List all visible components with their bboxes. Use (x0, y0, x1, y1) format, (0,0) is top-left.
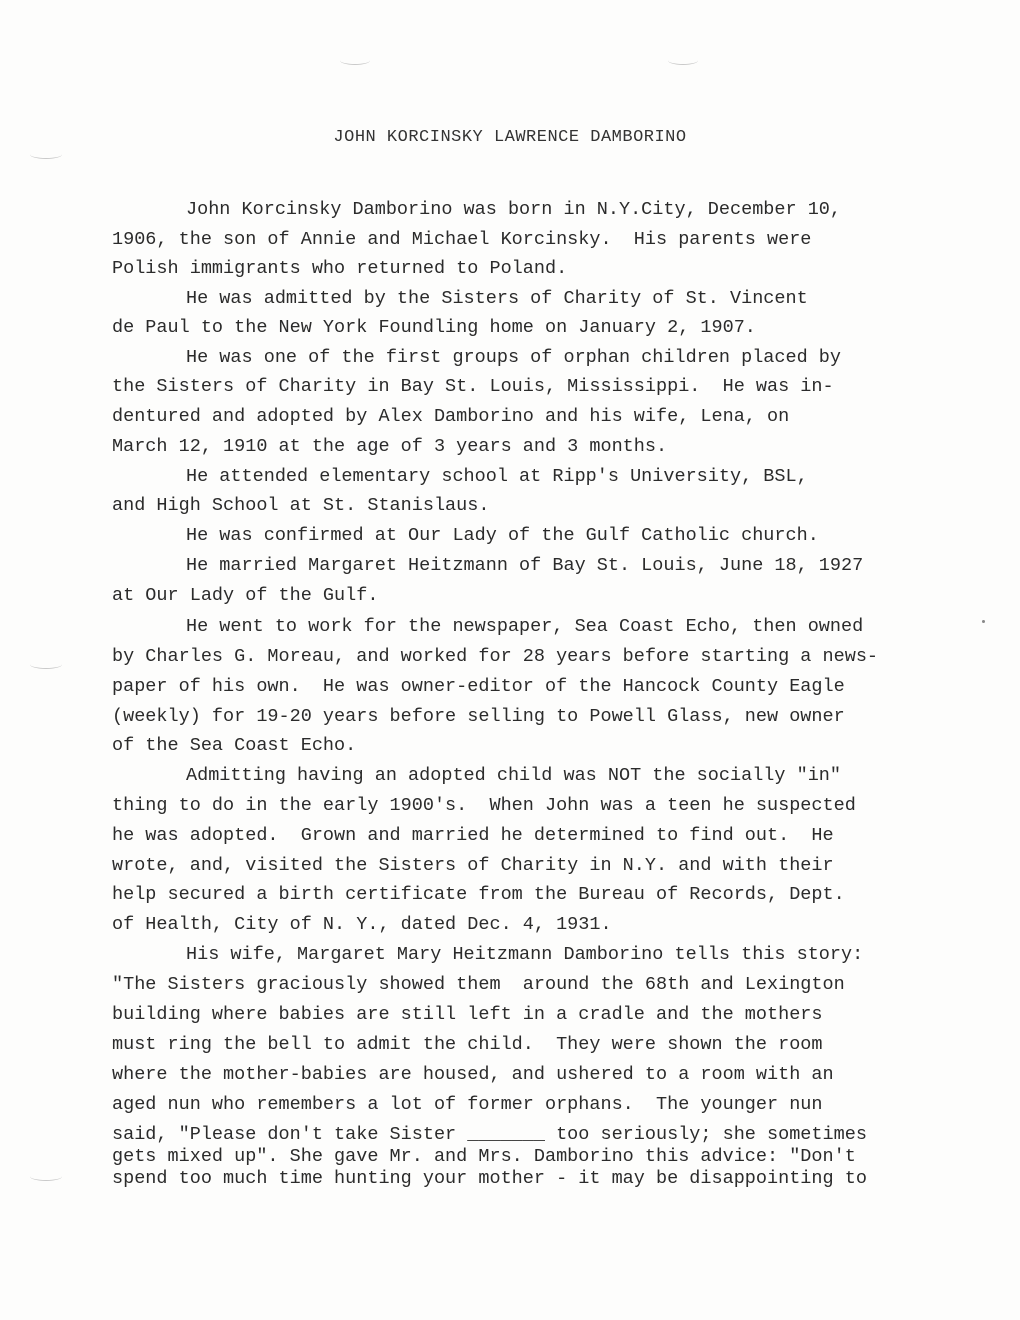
text-line: de Paul to the New York Foundling home on January 2, 1907. (112, 317, 756, 338)
text-line: dentured and adopted by Alex Damborino and his wife, Lena, on (112, 406, 790, 427)
text-line: paper of his own. He was owner-editor of the Hancock County Eagle (112, 676, 845, 697)
text-line: He attended elementary school at Ripp's University, BSL, (186, 466, 808, 487)
text-line: He was admitted by the Sisters of Charity of St. Vincent (186, 288, 808, 309)
document-title: JOHN KORCINSKY LAWRENCE DAMBORINO (333, 128, 687, 147)
text-line: the Sisters of Charity in Bay St. Louis, Mississippi. He was in- (112, 376, 834, 397)
text-line: and High School at St. Stanislaus. (112, 495, 490, 516)
text-line: building where babies are still left in a cradle and the mothers (112, 1004, 823, 1025)
text-line: thing to do in the early 1900's. When John was a teen he suspected (112, 795, 856, 816)
text-line: aged nun who remembers a lot of former orphans. The younger nun (112, 1094, 823, 1115)
hole-punch-mark (30, 660, 62, 669)
text-line: "The Sisters graciously showed them around the 68th and Lexington (112, 974, 845, 995)
text-line: He was confirmed at Our Lady of the Gulf Catholic church. (186, 525, 819, 546)
text-line: Polish immigrants who returned to Poland. (112, 258, 568, 279)
text-line: He went to work for the newspaper, Sea Coast Echo, then owned (186, 616, 864, 637)
text-line: must ring the bell to admit the child. They were shown the room (112, 1034, 823, 1055)
text-line: His wife, Margaret Mary Heitzmann Damborino tells this story: (186, 944, 864, 965)
text-line: said, "Please don't take Sister _______ too seriously; she sometimes (112, 1124, 867, 1145)
text-line: He married Margaret Heitzmann of Bay St. Louis, June 18, 1927 (186, 555, 864, 576)
text-line: 1906, the son of Annie and Michael Korcinsky. His parents were (112, 229, 812, 250)
text-line: (weekly) for 19-20 years before selling to Powell Glass, new owner (112, 706, 845, 727)
text-line: John Korcinsky Damborino was born in N.Y.City, December 10, (186, 199, 842, 220)
hole-punch-mark (30, 150, 62, 159)
text-line: of Health, City of N. Y., dated Dec. 4, 1931. (112, 914, 612, 935)
hole-punch-mark (340, 56, 370, 65)
text-line: spend too much time hunting your mother - it may be disappointing to (112, 1168, 867, 1189)
text-line: wrote, and, visited the Sisters of Charity in N.Y. and with their (112, 855, 834, 876)
text-line: at Our Lady of the Gulf. (112, 585, 379, 606)
text-line: Admitting having an adopted child was NOT the socially "in" (186, 765, 842, 786)
text-line: He was one of the first groups of orphan children placed by (186, 347, 842, 368)
scan-speck (982, 620, 985, 623)
text-line: where the mother-babies are housed, and ushered to a room with an (112, 1064, 834, 1085)
text-line: March 12, 1910 at the age of 3 years and 3 months. (112, 436, 668, 457)
text-line: by Charles G. Moreau, and worked for 28 years before starting a news- (112, 646, 879, 667)
text-line: he was adopted. Grown and married he determined to find out. He (112, 825, 834, 846)
text-line: gets mixed up". She gave Mr. and Mrs. Damborino this advice: "Don't (112, 1146, 856, 1167)
text-line: help secured a birth certificate from the Bureau of Records, Dept. (112, 884, 845, 905)
text-line: of the Sea Coast Echo. (112, 735, 357, 756)
hole-punch-mark (30, 1172, 62, 1181)
hole-punch-mark (668, 56, 698, 65)
